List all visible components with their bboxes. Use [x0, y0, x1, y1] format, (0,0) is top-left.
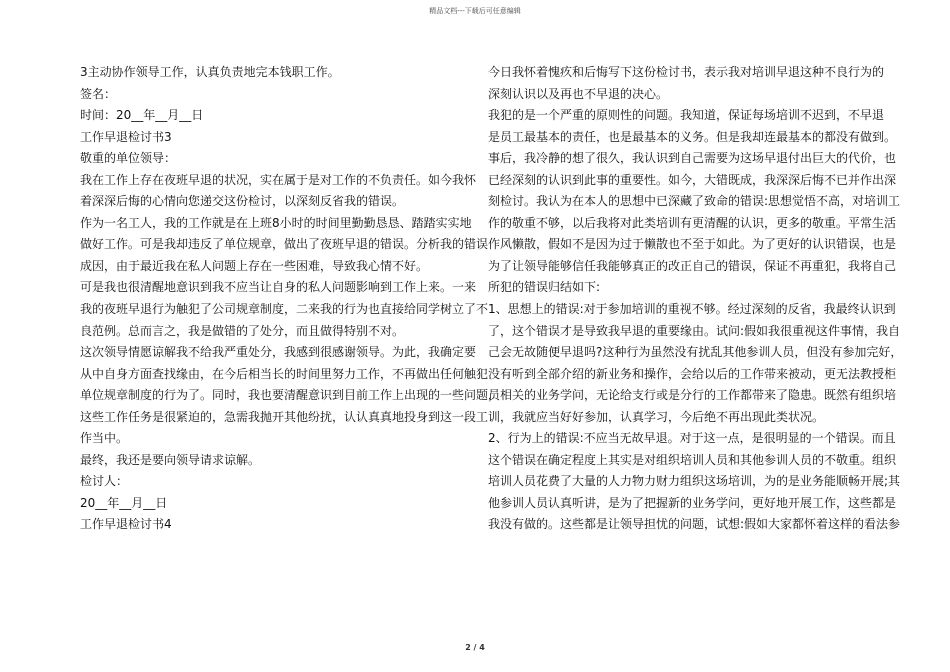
left-column — [80, 62, 501, 536]
right-text-line: 这个错误在确定程度上其实是对组织培训人员和其他参训人员的不敬重。组织 — [488, 452, 897, 467]
right-text-line: 培训人员花费了大量的人力物力财力组织这场培训，为的是业务能顺畅开展;其 — [488, 474, 901, 489]
left-text-line: 作为一名工人，我的工作就是在上班8小时的时间里勤勤恳恳、踏踏实实地 — [80, 215, 472, 230]
left-text-line: 单位规章制度的行为了。同时，我也要清醒意识到目前工作上出现的一些问题， — [80, 388, 501, 403]
left-text-line: 签名： — [80, 86, 117, 101]
left-text-line: 作当中。 — [80, 431, 129, 446]
left-text-line: 敬重的单位领导： — [80, 151, 177, 166]
right-text-line: 没有听到全部介绍的新业务和操作，会给以后的工作带来被动，更无法教授柜 — [488, 366, 897, 381]
left-text-line: 做好工作。可是我却违反了单位规章，做出了夜班早退的错误。分析我的错误 — [80, 237, 489, 252]
right-text-line: 我犯的是一个严重的原则性的问题。我知道，保证每场培训不迟到，不早退 — [488, 108, 885, 123]
right-text-line: 了，这个错误才是导致我早退的重要缘由。试问:假如我很重视这件事情，我自 — [488, 323, 901, 338]
left-text-line: 我的夜班早退行为触犯了公司规章制度，二来我的行为也直接给同学树立了不 — [80, 302, 489, 317]
left-text-line: 最终，我还是要向领导请求谅解。 — [80, 452, 261, 467]
left-text-line: 检讨人： — [80, 474, 129, 489]
page-header: 精品文档---下载后可任意编辑 — [429, 7, 521, 15]
right-text-line: 为了让领导能够信任我能够真正的改正自己的错误，保证不再重犯，我将自己 — [488, 258, 897, 273]
left-text-line: 这些工作任务是很紧迫的，急需我抛开其他纷扰，认认真真地投身到这一段工 — [80, 409, 489, 424]
left-text-line: 时间：20__年__月__日 — [80, 108, 204, 123]
left-text-line: 良范例。总而言之，我是做错的了处分，而且做得特别不对。 — [80, 323, 405, 338]
right-text-line: 是员工最基本的责任，也是最基本的义务。但是我却连最基本的都没有做到。 — [488, 129, 897, 144]
left-text-line: 3主动协作领导工作，认真负责地完本钱职工作。 — [80, 65, 340, 79]
left-text-line: 成因，由于最近我在私人问题上存在一些困难，导致我心情不好。 — [80, 258, 429, 273]
right-text-line: 1、思想上的错误:对于参加培训的重视不够。经过深刻的反省，我最终认识到 — [488, 302, 896, 317]
left-text-line: 着深深后悔的心情向您递交这份检讨，以深刻反省我的错误。 — [80, 194, 405, 209]
right-text-line: 事后，我冷静的想了很久，我认识到自己需要为这场早退付出巨大的代价，也 — [488, 151, 897, 166]
right-text-line: 我没有做的。这些都是让领导担忧的问题，试想:假如大家都怀着这样的看法参 — [488, 517, 901, 532]
right-text-line: 训，我就应当好好参加，认真学习，今后绝不再出现此类状况。 — [488, 409, 825, 424]
left-text-line: 这次领导情愿谅解我不给我严重处分，我感到很感谢领导。为此，我确定要 — [80, 345, 477, 360]
left-text-line: 工作早退检讨书3 — [80, 129, 172, 144]
right-text-line: 已经深刻的认识到此事的重要性。如今，大错既成，我深深后悔不已并作出深 — [488, 172, 897, 187]
right-text-line: 刻检讨。我认为在本人的思想中已深藏了致命的错误:思想觉悟不高，对培训工 — [488, 194, 901, 209]
right-text-line: 2、行为上的错误:不应当无故早退。对于这一点，是很明显的一个错误。而且 — [488, 431, 896, 446]
left-text-line: 工作早退检讨书4 — [80, 517, 172, 532]
right-text-line: 所犯的错误归结如下: — [488, 280, 601, 295]
right-text-line: 作的敬重不够，以后我将对此类培训有更清醒的认识，更多的敬重。平常生活 — [488, 215, 897, 230]
left-text-line: 可是我也很清醒地意识到我不应当让自身的私人问题影响到工作上来。一来 — [80, 280, 477, 295]
right-text-line: 他参训人员认真听讲，是为了把握新的业务学问，更好地开展工作，这些都是 — [488, 495, 897, 510]
left-text-line: 20__年__月__日 — [80, 495, 168, 510]
right-text-line: 己会无故随便早退吗?这种行为虽然没有扰乱其他参训人员，但没有参加完好， — [488, 345, 903, 360]
left-text-line: 从中自身方面查找缘由，在今后相当长的时间里努力工作，不再做出任何触犯 — [80, 366, 489, 381]
right-text-line: 作风懒散，假如不是因为过于懒散也不至于如此。为了更好的认识错误，也是 — [488, 237, 897, 252]
right-column — [488, 62, 903, 536]
left-text-line: 我在工作上存在夜班早退的状况，实在属于是对工作的不负责任。如今我怀 — [80, 172, 477, 187]
right-text-line: 员相关的业务学问，无论给支行或是分行的工作都带来了隐患。既然有组织培 — [488, 388, 897, 403]
page-number: 2 / 4 — [465, 643, 485, 652]
right-text-line: 今日我怀着愧疚和后悔写下这份检讨书，表示我对培训早退这种不良行为的 — [488, 65, 885, 79]
right-text-line: 深刻认识以及再也不早退的决心。 — [488, 86, 669, 101]
